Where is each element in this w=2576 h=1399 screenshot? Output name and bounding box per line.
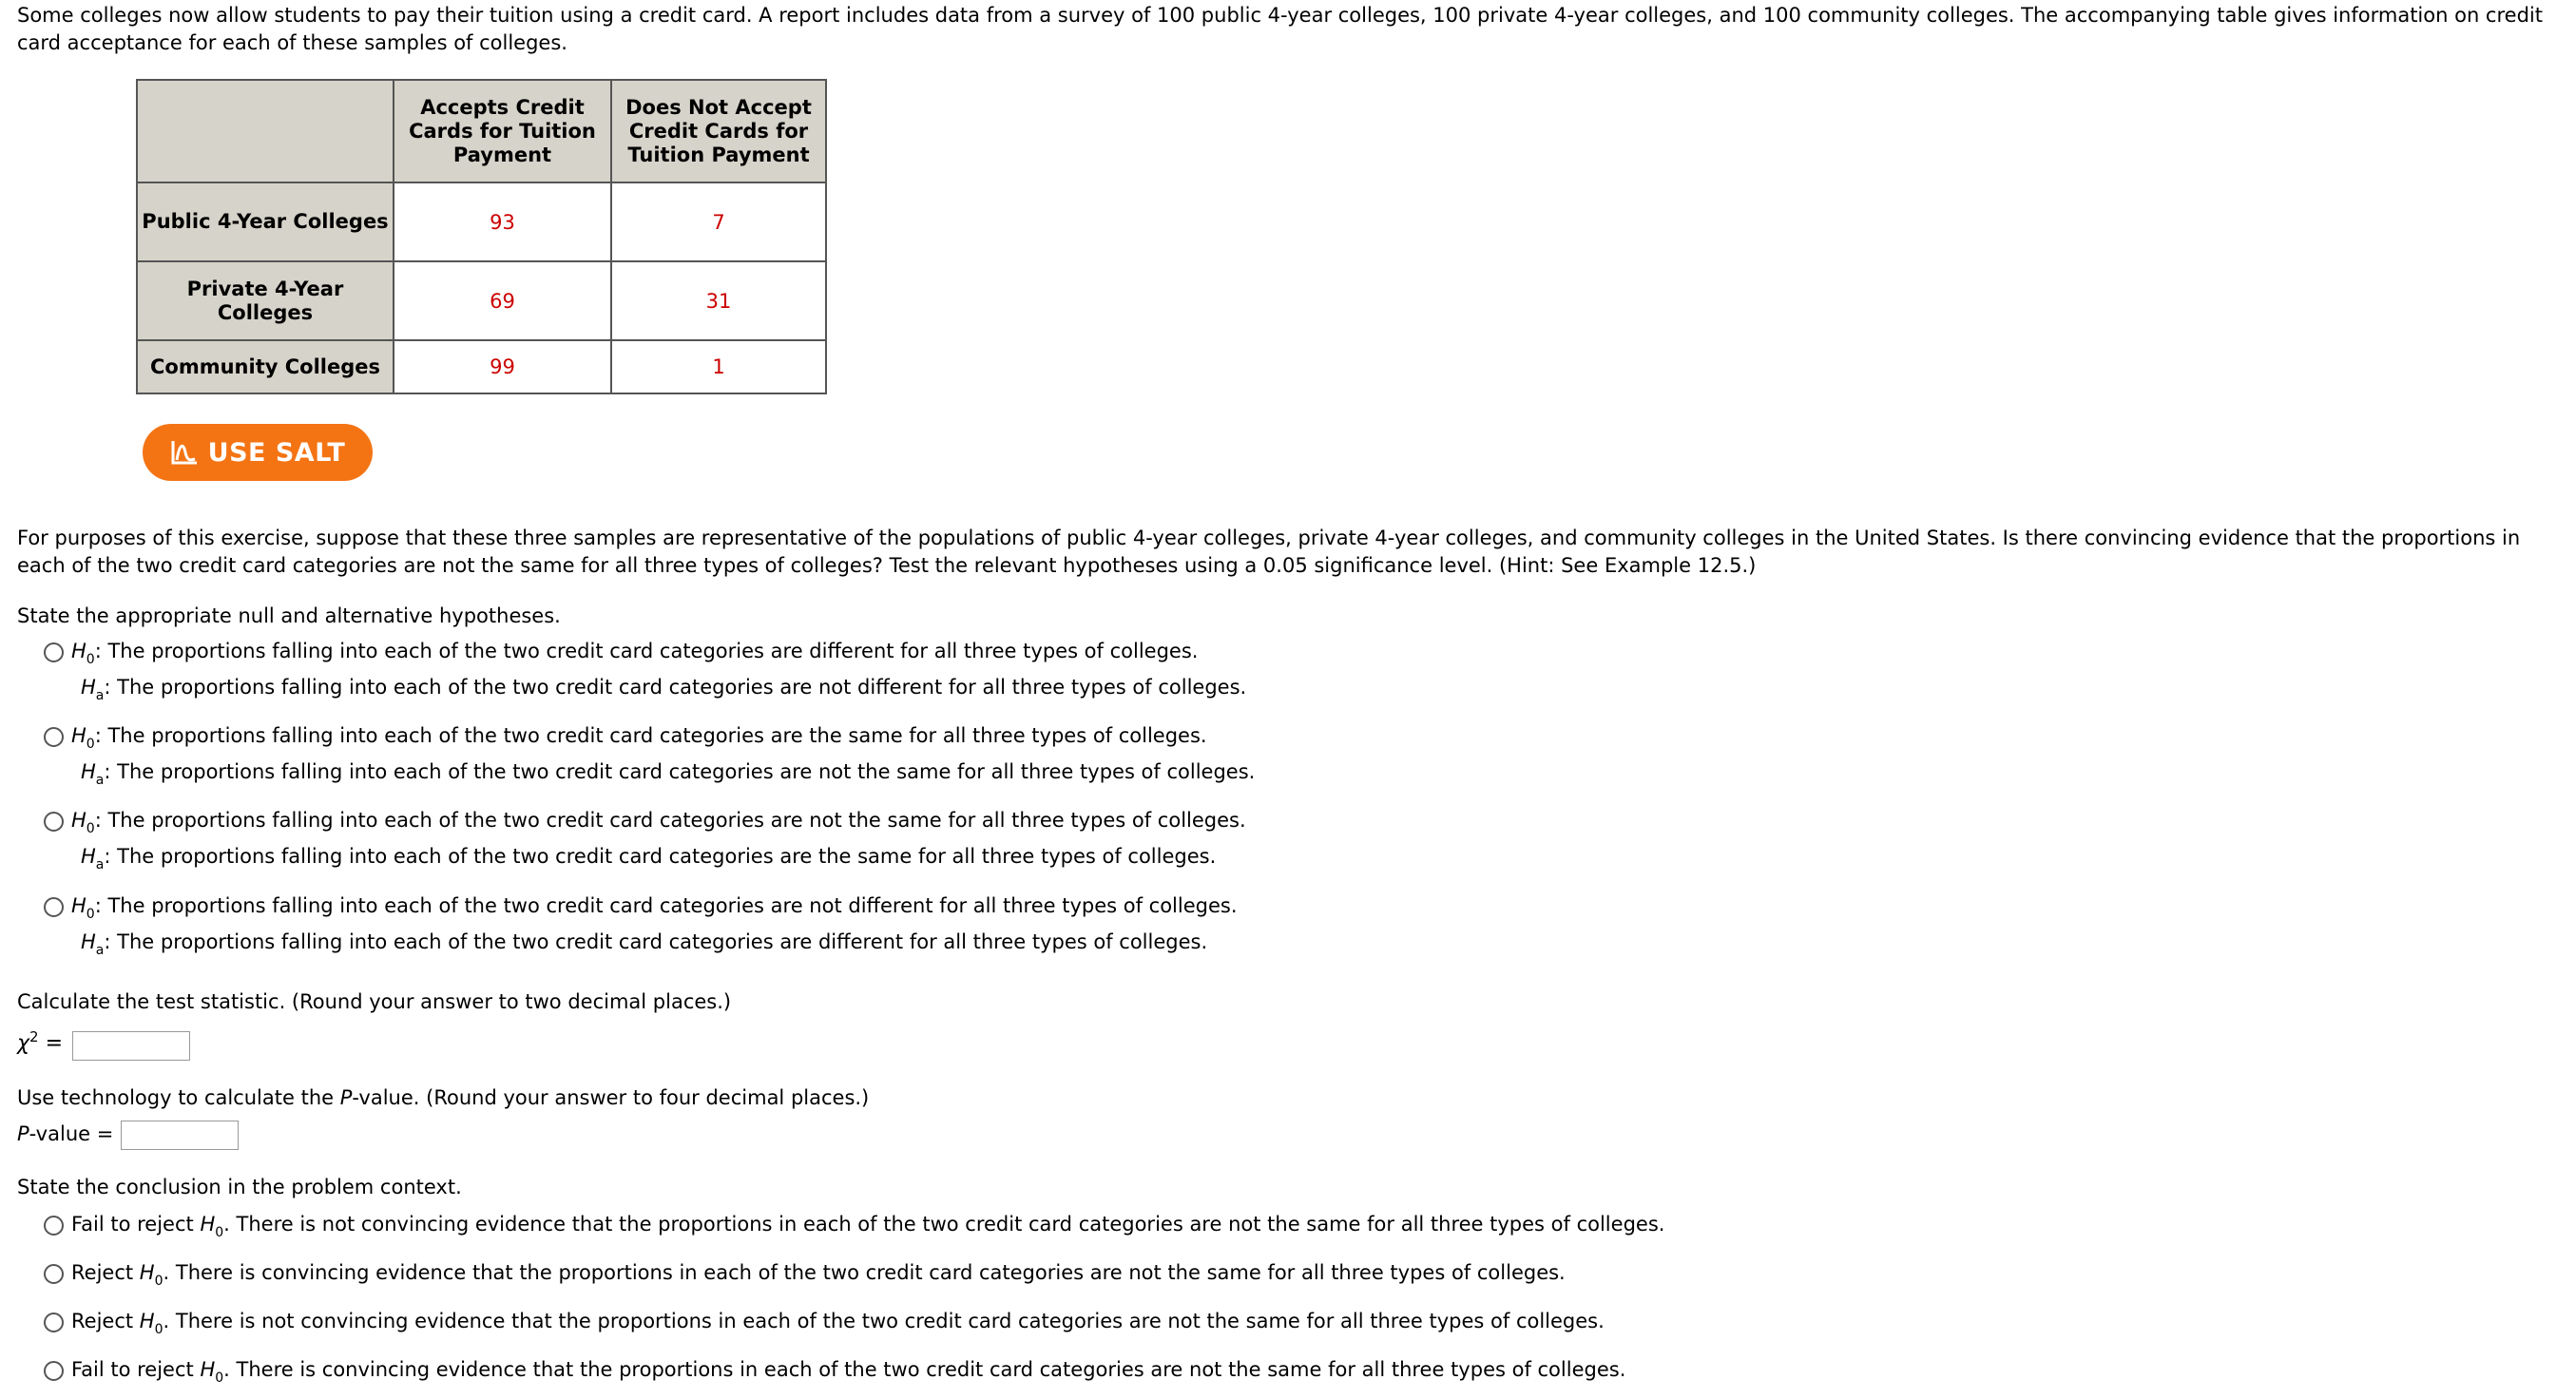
radio-button[interactable] [44,1264,64,1284]
row-label: Public 4-Year Colleges [137,182,394,261]
question-hypotheses: State the appropriate null and alternative hypotheses. [17,604,561,627]
pvalue-input[interactable] [121,1121,239,1150]
conclusion-text: Fail to reject $H_0$. There is not convincing evidence that the proportions in each of the two credit card categories are not the same for all three types of colleges. [71,1213,1665,1240]
use-salt-label: USE SALT [207,437,346,468]
cell-accepts: 93 [394,182,611,261]
h0-line: $H_0$: The proportions falling into each of the two credit card categories are the same for all three types of colleges. [71,724,1207,752]
question-conclusion: State the conclusion in the problem context. [17,1176,462,1198]
conclusion-text: Fail to reject $H_0$. There is convincing evidence that the proportions in each of the two credit card categories are not the same for all three types of colleges. [71,1358,1626,1386]
cell-accepts: 69 [394,261,611,340]
row-label: Community Colleges [137,340,394,393]
credit-card-table [136,79,827,394]
radio-button[interactable] [44,727,64,747]
chi-square-input[interactable] [72,1031,190,1061]
col-header-not-accept: Does Not Accept Credit Cards for Tuition Payment [611,80,826,182]
radio-button[interactable] [44,642,64,662]
cell-not-accept: 7 [611,182,826,261]
question-pvalue: Use technology to calculate the P-value. (Round your answer to four decimal places.) [17,1086,870,1109]
chart-curve-icon [170,439,199,466]
cell-not-accept: 31 [611,261,826,340]
pvalue-label: P-value = [17,1122,114,1145]
table-row [137,340,826,393]
row-label: Private 4-Year Colleges [137,261,394,340]
cell-accepts: 99 [394,340,611,393]
radio-button[interactable] [44,1361,64,1381]
ha-line: $H_a$: The proportions falling into each of the two credit card categories are not the same for all three types of colleges. [81,760,1256,788]
ha-line: $H_a$: The proportions falling into each of the two credit card categories are the same for all three types of colleges. [81,845,1217,872]
cell-not-accept: 1 [611,340,826,393]
use-salt-button[interactable] [143,424,373,481]
conclusion-text: Reject $H_0$. There is not convincing evidence that the proportions in each of the two credit card categories are not the same for all three types of colleges. [71,1310,1605,1337]
question-test-statistic: Calculate the test statistic. (Round your answer to two decimal places.) [17,990,732,1013]
radio-button[interactable] [44,812,64,832]
conclusion-text: Reject $H_0$. There is convincing evidence that the proportions in each of the two credit card categories are not the same for all three types of colleges. [71,1261,1566,1289]
col-header-accepts: Accepts Credit Cards for Tuition Payment [394,80,611,182]
table-row [137,261,826,340]
chi-square-label: $\chi^2$ = [17,1028,64,1056]
radio-button[interactable] [44,897,64,917]
h0-line: $H_0$: The proportions falling into each of the two credit card categories are not different for all three types of colleges. [71,894,1238,922]
radio-button[interactable] [44,1216,64,1236]
ha-line: $H_a$: The proportions falling into each of the two credit card categories are different for all three types of colleges. [81,930,1208,958]
radio-button[interactable] [44,1313,64,1332]
h0-line: $H_0$: The proportions falling into each of the two credit card categories are not the same for all three types of colleges. [71,809,1246,836]
ha-line: $H_a$: The proportions falling into each of the two credit card categories are not different for all three types of colleges. [81,676,1247,703]
table-row [137,182,826,261]
context-paragraph: For purposes of this exercise, suppose that these three samples are representative of the populations of public 4-year colleges, private 4-year colleges, and community colleges in the United States. Is there convincing evidence that the proportions in each of the two credit card categories are not the same for all three types of colleges? Test the relevant hypotheses using a 0.05 significance level. (Hint: See Example 12.5.) [17,527,2521,577]
table-corner [137,80,394,182]
h0-line: $H_0$: The proportions falling into each of the two credit card categories are different for all three types of colleges. [71,640,1199,667]
intro-paragraph: Some colleges now allow students to pay their tuition using a credit card. A report includes data from a survey of 100 public 4-year colleges, 100 private 4-year colleges, and 100 community colleges. The accompanying table gives information on credit card acceptance for each of these samples of colleges. [17,4,2543,54]
